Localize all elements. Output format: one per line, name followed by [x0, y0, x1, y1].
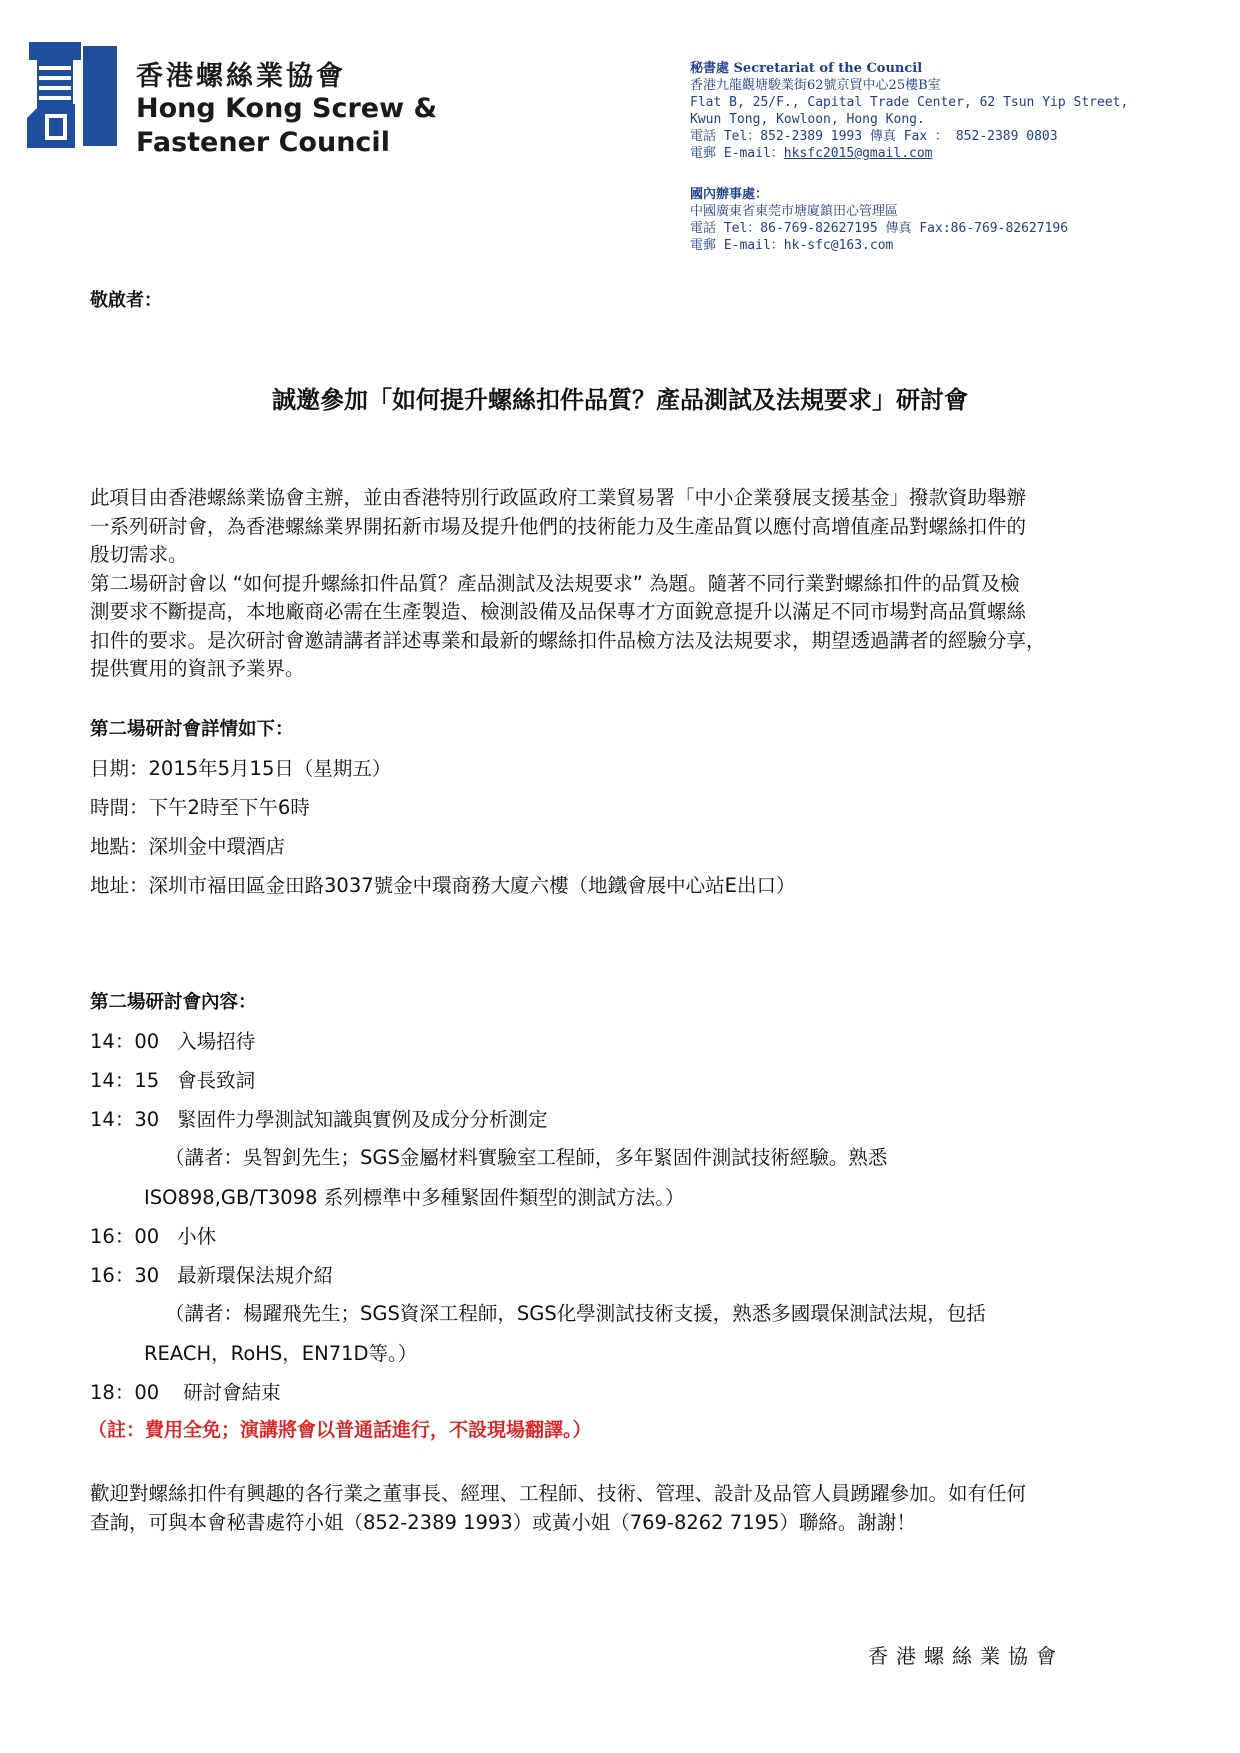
email-line: 電郵 E-mail：hksfc2015@gmail.com — [690, 146, 933, 161]
mainland-heading: 國內辦事處： — [690, 187, 769, 202]
intro-line: 提供實用的資訊予業界。 — [90, 657, 305, 680]
program-item: 16：00 小休 — [90, 1225, 217, 1248]
intro-line: 第二場研討會以 “如何提升螺絲扣件品質？產品測試及法規要求” 為題。隨著不同行業對螺絲扣件的品質及檢 — [90, 571, 1020, 595]
closing-paragraph — [90, 1480, 1150, 1537]
mainland-contact — [690, 186, 1068, 254]
event-date: 日期：2015年5月15日（星期五） — [90, 757, 392, 780]
document-title: 誠邀參加「如何提升螺絲扣件品質？產品測試及法規要求」研討會 — [272, 386, 968, 414]
speaker2-line2: REACH，RoHS，EN71D等。） — [144, 1342, 418, 1365]
program-item: 14：30 緊固件力學測試知識與實例及成分分析測定 — [90, 1108, 548, 1131]
notice-text: （註：費用全免；演講將會以普通話進行，不設現場翻譯。） — [88, 1419, 592, 1441]
closing-line: 查詢，可與本會秘書處符小姐（852-2389 1993）或黃小姐（769-8262 7195）聯絡。謝謝！ — [90, 1510, 916, 1534]
program-item: 14：00 入場招待 — [90, 1030, 256, 1053]
intro-line: 一系列研討會，為香港螺絲業界開拓新市場及提升他們的技術能力及生產品質以應付高增值產品對螺絲扣件的 — [90, 514, 1027, 538]
org-name-en — [136, 92, 437, 160]
program-item: 16：30 最新環保法規介紹 — [90, 1264, 334, 1287]
details-heading: 第二場研討會詳情如下： — [90, 719, 294, 740]
speaker2-line1: （講者：楊躍飛先生；SGS資深工程師，SGS化學測試技術支援，熟悉多國環保測試法規，包括 — [165, 1302, 986, 1325]
org-name-cn: 香港螺絲業協會 — [136, 61, 346, 92]
org-name-en-line1: Hong Kong Screw & — [136, 93, 438, 124]
salutation: 敬啟者： — [90, 290, 162, 311]
intro-line: 此項目由香港螺絲業協會主辦，並由香港特別行政區政府工業貿易署「中小企業發展支援基金」撥款資助舉辦 — [90, 486, 1027, 509]
program-end: 18：00 研討會結束 — [90, 1381, 281, 1404]
screw-logo-icon — [27, 42, 119, 148]
secretariat-heading: 秘書處 Secretariat of the Council — [690, 61, 923, 76]
email-link[interactable]: hksfc2015@gmail.com — [783, 146, 933, 161]
event-time: 時間：下午2時至下午6時 — [90, 796, 310, 819]
signature: 香港螺絲業協會 — [868, 1644, 1064, 1668]
address-en-line1: Flat B, 25/F., Capital Trade Center, 62 Tsun Yip Street, — [690, 95, 1129, 110]
event-venue: 地點：深圳金中環酒店 — [90, 835, 286, 858]
intro-line: 測要求不斷提高，本地廠商必需在生產製造、檢測設備及品保專才方面銳意提升以滿足不同市場對高品質螺絲 — [90, 600, 1027, 623]
mainland-tel-fax: 電話 Tel：86-769-82627195 傳真 Fax:86-769-82627196 — [690, 221, 1069, 236]
event-address: 地址：深圳市福田區金田路3037號金中環商務大廈六樓（地鐵會展中心站E出口） — [90, 874, 796, 897]
speaker1-line2: ISO898,GB/T3098 系列標準中多種緊固件類型的測試方法。） — [144, 1186, 685, 1209]
address-en-line2: Kwun Tong, Kowloon, Hong Kong. — [690, 112, 925, 127]
program-heading: 第二場研討會內容： — [90, 992, 257, 1013]
program-item: 14：15 會長致詞 — [90, 1069, 256, 1092]
mainland-email: 電郵 E-mail：hk-sfc@163.com — [690, 238, 894, 253]
intro-line: 殷切需求。 — [90, 543, 188, 566]
address-cn: 香港九龍觀塘駿業街62號京貿中心25樓B室 — [690, 78, 941, 93]
secretariat-contact — [690, 60, 1128, 162]
tel-fax: 電話 Tel：852-2389 1993 傳真 Fax ： 852-2389 0803 — [690, 129, 1058, 144]
speaker1-line1: （講者：吳智釗先生；SGS金屬材料實驗室工程師，多年緊固件測試技術經驗。熟悉 — [165, 1146, 888, 1169]
intro-line: 扣件的要求。是次研討會邀請講者詳述專業和最新的螺絲扣件品檢方法及法規要求，期望透過講者的經驗分享， — [90, 628, 1046, 652]
mainland-address: 中國廣東省東莞市塘廈鎮田心管理區 — [690, 204, 899, 219]
closing-line: 歡迎對螺絲扣件有興趣的各行業之董事長、經理、工程師、技術、管理、設計及品管人員踴躍參加。如有任何 — [90, 1482, 1027, 1505]
org-name-en-line2: Fastener Council — [136, 127, 390, 158]
intro-paragraph — [90, 484, 1150, 684]
